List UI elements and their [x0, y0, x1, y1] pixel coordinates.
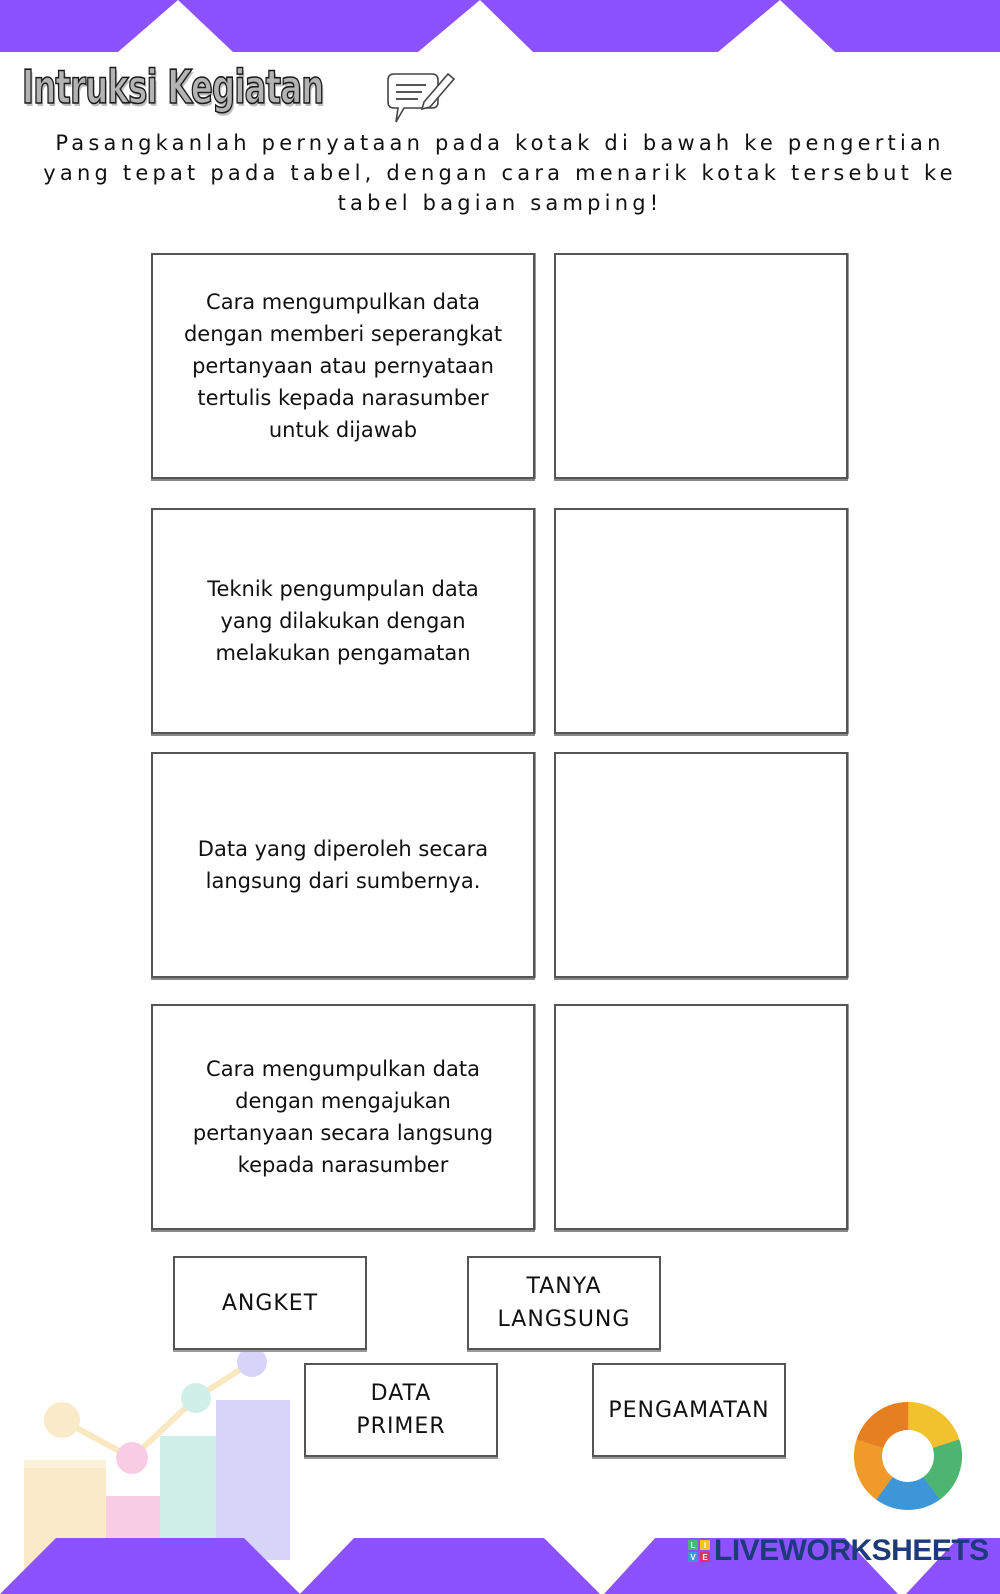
- option-label: DATA PRIMER: [356, 1381, 446, 1439]
- answer-dropzone-3[interactable]: [554, 752, 848, 978]
- donut-chart-decoration: [852, 1400, 964, 1512]
- live-badge-icon: [688, 1540, 710, 1562]
- option-angket[interactable]: [173, 1256, 367, 1350]
- answer-dropzone-2[interactable]: [554, 508, 848, 734]
- option-pengamatan[interactable]: [592, 1363, 786, 1457]
- top-decorative-band: [0, 0, 1000, 52]
- option-tanya-langsung[interactable]: [467, 1256, 661, 1350]
- answer-dropzone-1[interactable]: [554, 253, 848, 479]
- option-label: ANGKET: [221, 1290, 319, 1316]
- logo-letter: V: [688, 1552, 698, 1562]
- chat-pencil-icon: [382, 68, 458, 126]
- statement-box-3: [151, 752, 535, 978]
- option-data-primer[interactable]: [304, 1363, 498, 1457]
- logo-letter: L: [688, 1540, 698, 1550]
- liveworksheets-logo: [688, 1534, 989, 1568]
- statement-text: Teknik pengumpulan data yang dilakukan dengan melakukan pengamatan: [207, 577, 479, 665]
- logo-letter: E: [700, 1552, 710, 1562]
- logo-text: LIVEWORKSHEETS: [714, 1534, 989, 1567]
- statement-text: Data yang diperoleh secara langsung dari sumbernya.: [197, 837, 489, 893]
- statement-box-1: [151, 253, 535, 479]
- statement-text: Cara mengumpulkan data dengan mengajukan pertanyaan secara langsung kepada narasumber: [192, 1057, 494, 1177]
- page-title: Intruksi Kegiatan: [22, 60, 324, 114]
- option-label: PENGAMATAN: [608, 1397, 770, 1423]
- statement-box-4: [151, 1004, 535, 1230]
- logo-letter: I: [700, 1540, 710, 1550]
- option-label: TANYA LANGSUNG: [497, 1274, 631, 1332]
- statement-text: Cara mengumpulkan data dengan memberi seperangkat pertanyaan atau pernyataan tertulis kepada narasumber untuk dijawab: [183, 290, 503, 442]
- answer-dropzone-4[interactable]: [554, 1004, 848, 1230]
- instruction-text: Pasangkanlah pernyataan pada kotak di bawah ke pengertian yang tepat pada tabel, dengan cara menarik kotak tersebut ke tabel bagian samping!: [43, 131, 957, 215]
- statement-box-2: [151, 508, 535, 734]
